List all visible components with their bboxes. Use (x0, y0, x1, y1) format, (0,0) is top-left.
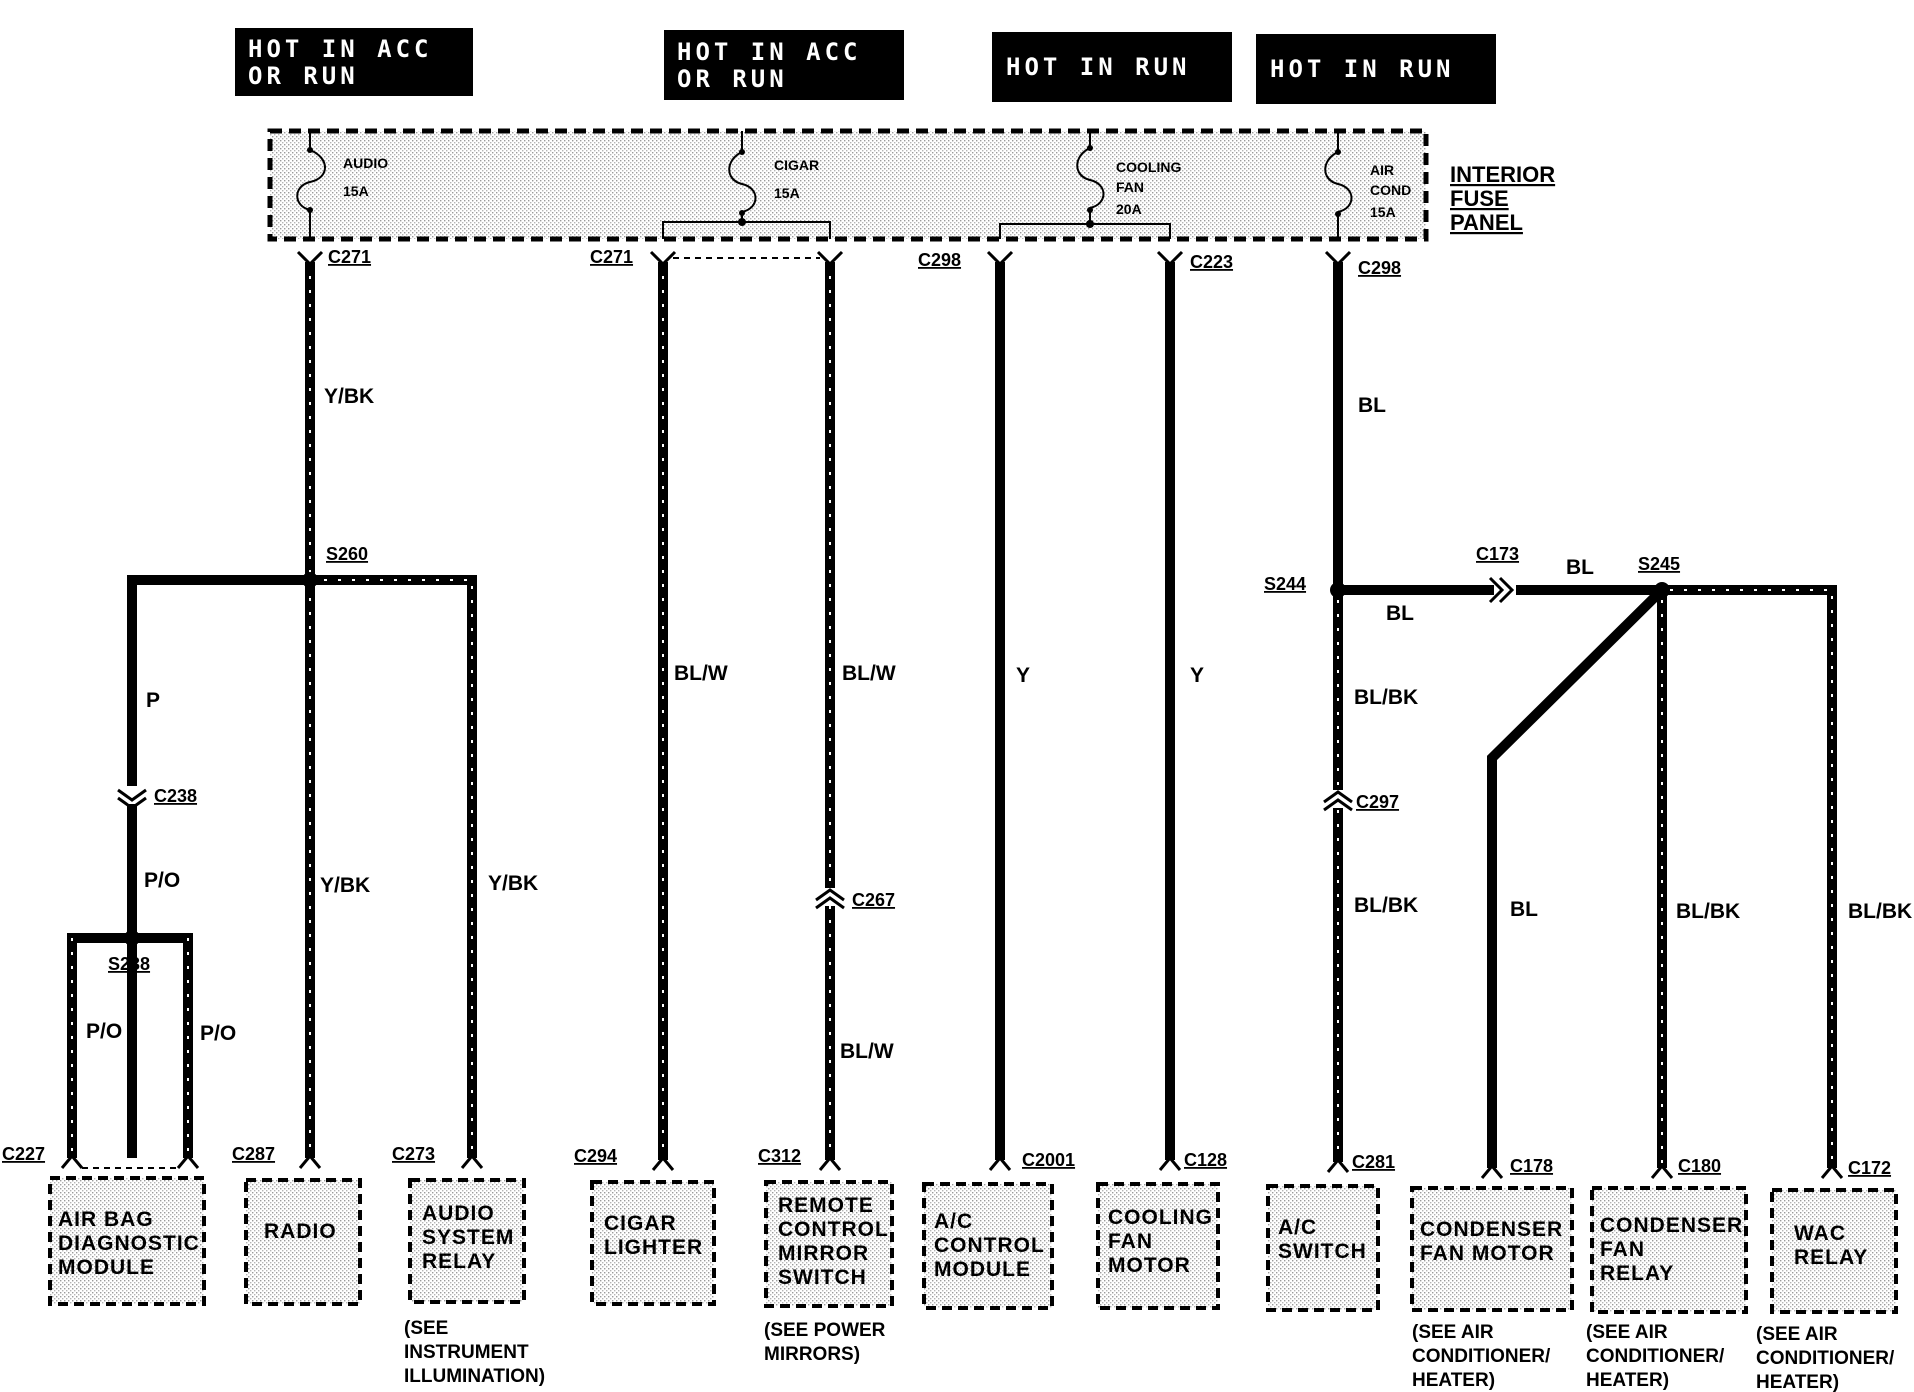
component-label: SYSTEM (422, 1226, 515, 1249)
connector-label: C312 (758, 1146, 802, 1166)
connector-label: C287 (232, 1144, 276, 1164)
component-condenser-fan-relay (1586, 1188, 1746, 1391)
fuse-label: AIR (1370, 162, 1395, 178)
component-label: CIGAR (604, 1212, 677, 1235)
fuse-label: 15A (1370, 204, 1396, 220)
component-label: FAN (1600, 1238, 1645, 1261)
component-label: MOTOR (1108, 1254, 1191, 1277)
component-label: CONDENSER (1600, 1214, 1744, 1237)
wire-label: BL (1358, 394, 1386, 417)
hot-label-text: HOT IN ACC (677, 38, 862, 66)
connector-label: C172 (1848, 1158, 1892, 1178)
wire-label: Y (1016, 664, 1031, 687)
connector-label: C223 (1190, 252, 1234, 272)
inline-connectors (118, 578, 1516, 908)
component-note: (SEE (404, 1318, 449, 1339)
component-note: HEATER) (1586, 1370, 1670, 1391)
splice-dot (1654, 582, 1670, 598)
component-note: (SEE AIR (1412, 1322, 1494, 1343)
hot-label-text: OR RUN (677, 65, 788, 93)
wire-label: Y/BK (324, 385, 375, 408)
component-note: (SEE AIR (1756, 1324, 1838, 1345)
component-cooling-fan-motor (1098, 1184, 1218, 1308)
component-note: HEATER) (1756, 1372, 1840, 1392)
wire-label: BL (1510, 898, 1538, 921)
interior-fuse-panel (270, 131, 1555, 239)
splice-dot (1330, 582, 1346, 598)
fuse-label: 15A (343, 183, 369, 199)
wire-label: P/O (200, 1022, 237, 1045)
connector-label: C2001 (1022, 1150, 1076, 1170)
component-label: A/C (934, 1210, 974, 1233)
wire-label: BL (1386, 602, 1414, 625)
component-label: RELAY (1794, 1246, 1869, 1269)
component-note: (SEE POWER (764, 1320, 886, 1341)
hot-label-text: HOT IN ACC (248, 35, 433, 63)
connector-label: C298 (918, 250, 962, 270)
component-label: FAN (1108, 1230, 1153, 1253)
component-air-bag-diagnostic-module (50, 1178, 204, 1304)
wire-label: BL/BK (1676, 900, 1741, 923)
component-ac-switch (1268, 1186, 1378, 1310)
component-ac-control-module (924, 1184, 1052, 1308)
splice-dot (302, 572, 318, 588)
component-note: HEATER) (1412, 1370, 1496, 1391)
component-note: INSTRUMENT (404, 1342, 529, 1363)
component-note: ILLUMINATION) (404, 1366, 546, 1387)
wire-label: BL/W (674, 662, 728, 685)
fuse-label: CIGAR (774, 157, 820, 173)
splice-label: S260 (326, 544, 369, 564)
connector-label: C128 (1184, 1150, 1228, 1170)
connector-label: C271 (328, 247, 372, 267)
fuse-label: 15A (774, 185, 800, 201)
wire-label: P/O (86, 1020, 123, 1043)
connector-label: C227 (2, 1144, 46, 1164)
component-label: CONTROL (778, 1218, 889, 1241)
fuse-label: 20A (1116, 201, 1142, 217)
connector-label: C298 (1358, 258, 1402, 278)
wire-label: BL/BK (1848, 900, 1913, 923)
fuse-panel-label: INTERIOR (1450, 162, 1556, 187)
hot-label-text: HOT IN RUN (1270, 55, 1455, 83)
component-label: LIGHTER (604, 1236, 704, 1259)
component-radio (246, 1180, 360, 1304)
component-label: DIAGNOSTIC (58, 1232, 200, 1255)
fuse-label: AUDIO (343, 155, 389, 171)
connector-label: C173 (1476, 544, 1520, 564)
fuse-panel-label: FUSE (1450, 186, 1509, 211)
component-label: SWITCH (778, 1266, 867, 1289)
component-label: MODULE (58, 1256, 155, 1279)
splice-label: S244 (1264, 574, 1307, 594)
fuse-label: FAN (1116, 179, 1144, 195)
wire-label: BL/W (840, 1040, 894, 1063)
component-condenser-fan-motor (1412, 1188, 1572, 1391)
wire-label: BL/W (842, 662, 896, 685)
component-label: SWITCH (1278, 1240, 1367, 1263)
connector-label: C178 (1510, 1156, 1554, 1176)
connector-label: C294 (574, 1146, 618, 1166)
component-note: MIRRORS) (764, 1344, 861, 1365)
hot-label-air-cond (1256, 34, 1496, 104)
wire-label: P/O (144, 869, 181, 892)
hot-label-text: HOT IN RUN (1006, 53, 1191, 81)
wire-label: BL/BK (1354, 894, 1419, 917)
component-cigar-lighter (592, 1182, 714, 1304)
connector-label: C273 (392, 1144, 436, 1164)
hot-label-cooling-fan (992, 32, 1232, 102)
wire-label: Y/BK (488, 872, 539, 895)
component-note: (SEE AIR (1586, 1322, 1668, 1343)
connector-label: C267 (852, 890, 896, 910)
component-label: CONDENSER (1420, 1218, 1564, 1241)
splice-label: S238 (108, 954, 151, 974)
splice-dot (124, 930, 140, 946)
component-label: COOLING (1108, 1206, 1213, 1229)
component-label: REMOTE (778, 1194, 874, 1217)
connector-labels (2, 247, 1891, 1178)
hot-label-text: OR RUN (248, 62, 359, 90)
component-label: FAN MOTOR (1420, 1242, 1555, 1265)
component-label: CONTROL (934, 1234, 1045, 1257)
component-audio-system-relay (404, 1180, 545, 1387)
component-label: AUDIO (422, 1202, 495, 1225)
wire-label: BL/BK (1354, 686, 1419, 709)
component-label: AIR BAG (58, 1208, 154, 1231)
component-note: CONDITIONER/ (1756, 1348, 1895, 1369)
component-note: CONDITIONER/ (1412, 1346, 1551, 1367)
fuse-panel-label: PANEL (1450, 210, 1523, 235)
component-label: WAC (1794, 1222, 1846, 1245)
component-label: RADIO (264, 1220, 337, 1243)
fuse-label: COND (1370, 182, 1412, 198)
connector-label: C180 (1678, 1156, 1722, 1176)
connector-label: C271 (590, 247, 634, 267)
connector-label: C281 (1352, 1152, 1396, 1172)
component-label: A/C (1278, 1216, 1318, 1239)
component-label: RELAY (1600, 1262, 1675, 1285)
wire-label: P (146, 689, 161, 712)
component-wac-relay (1756, 1190, 1896, 1392)
connector-label: C238 (154, 786, 198, 806)
wire-label: BL (1566, 556, 1594, 579)
component-label: RELAY (422, 1250, 497, 1273)
wire-label: Y (1190, 664, 1205, 687)
component-label: MIRROR (778, 1242, 870, 1265)
connector-label: C297 (1356, 792, 1400, 812)
component-note: CONDITIONER/ (1586, 1346, 1725, 1367)
splice-label: S245 (1638, 554, 1681, 574)
hot-label-cigar (664, 30, 904, 100)
hot-label-audio (235, 28, 473, 96)
component-label: MODULE (934, 1258, 1031, 1281)
fuse-label: COOLING (1116, 159, 1182, 175)
component-remote-control-mirror-switch (764, 1182, 892, 1365)
wire-label: Y/BK (320, 874, 371, 897)
